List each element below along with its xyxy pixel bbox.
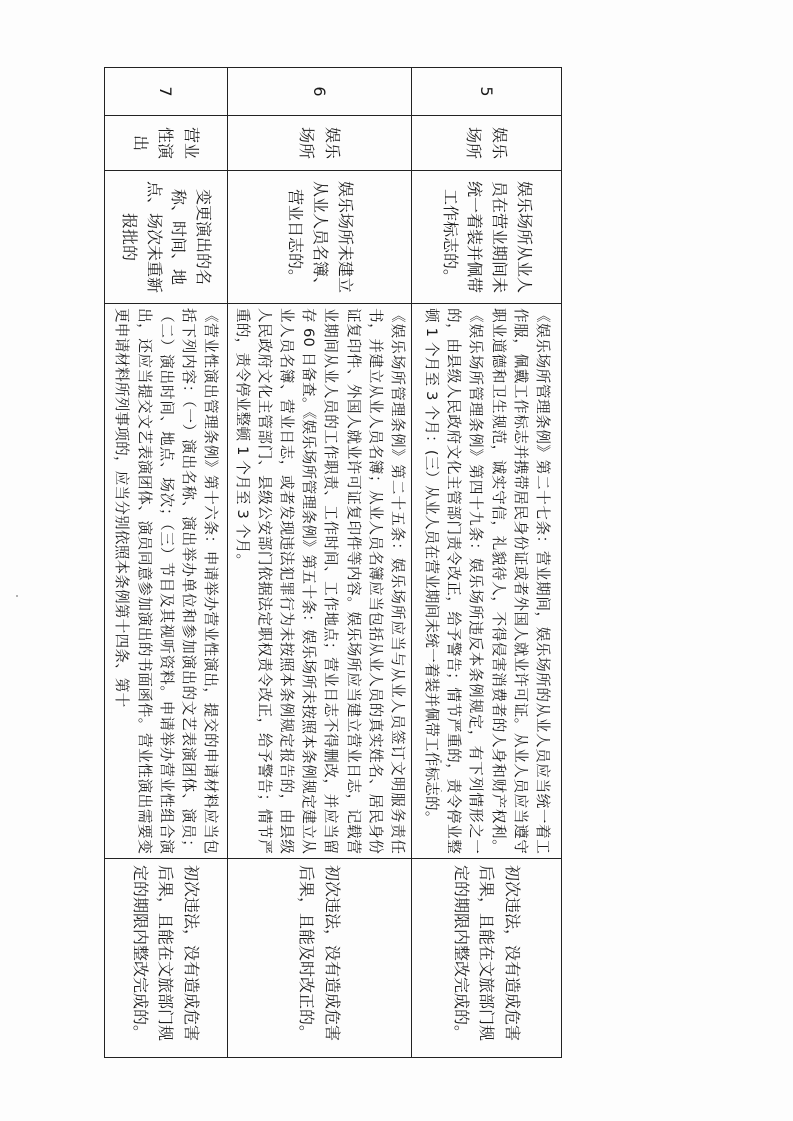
row-description: 娱乐场所未建立从业人员名簿、营业日志的。	[227, 171, 411, 304]
table-row	[412, 68, 562, 1058]
row-legal-basis: 《娱乐场所管理条例》第二十五条：娱乐场所应当与从业人员签订文明服务责任书，并建立从业人员名簿；从业人员名簿应当包括从业人员的真实姓名、居民身份证复印件、外国人就业许可证复印件等内容。娱乐场所应当建立营业日志，记载营业期间从业人员的工作职责、工作时间、工作地点；营业日志不得删改，并应当留存 60 日备查。《娱乐场所管理条例》第五十条：娱乐场所未按照本条例规定建立从业人员名簿、营业日志，或者发现违法犯罪行为未按照本条例规定报告的，由县级人民政府文化主管部门、县级公安部门依据法定职权责令改正，给予警告；情节严重的，责令停业整顿 1 个月至 3 个月。	[227, 304, 411, 859]
row-description: 变更演出的名称、时间、地点、场次未重新报批的	[104, 171, 227, 304]
row-number: 7	[104, 68, 227, 116]
row-number: 6	[227, 68, 411, 116]
scan-speck	[441, 790, 442, 792]
row-number: 5	[412, 68, 562, 116]
table-row	[227, 68, 411, 1058]
row-condition: 初次违法，没有造成危害后果，且能在文旅部门规定的期限内整改完成的。	[104, 859, 227, 1058]
row-condition: 初次违法，没有造成危害后果，且能及时改正的。	[227, 859, 411, 1058]
row-description: 娱乐场所从业人员在营业期间未统一着装并佩带工作标志的。	[412, 171, 562, 304]
scan-speck	[440, 760, 442, 763]
table-row	[104, 68, 227, 1058]
row-condition: 初次违法，没有造成危害后果，且能在文旅部门规定的期限内整改完成的。	[412, 859, 562, 1058]
row-category: 营业性演出	[104, 116, 227, 171]
row-category: 娱乐场所	[227, 116, 411, 171]
scan-speck	[16, 595, 18, 597]
row-legal-basis: 《娱乐场所管理条例》第二十七条：营业期间，娱乐场所的从业人员应当统一着工作服，佩戴工作标志并携带居民身份证或者外国人就业许可证。从业人员应当遵守职业道德和卫生规范，诚实守信，礼貌待人，不得侵害消费者的人身和财产权利。《娱乐场所管理条例》第四十九条：娱乐场所违反本条例规定，有下列情形之一的，由县级人民政府文化主管部门责令改正，给予警告；情节严重的，责令停业整顿 1 个月至 3 个月：(三）从业人员在营业期间未统一着装并佩带工作标志的。	[412, 304, 562, 859]
penalty-exemption-table	[104, 67, 562, 1058]
rotated-table-wrapper	[113, 67, 562, 1057]
row-category: 娱乐场所	[412, 116, 562, 171]
row-legal-basis: 《营业性演出管理条例》第十六条：申请举办营业性演出，提交的申请材料应当包括下列内容：（一）演出名称、演出举办单位和参加演出的文艺表演团体、演员；（二）演出时间、地点、场次；（三）节目及其视听资料。申请举办营业性组合演出，还应当提交文艺表演团体、演员同意参加演出的书面函件。营业性演出需要变更申请材料所列事项的，应当分别依照本条例第十四条、第十	[104, 304, 227, 859]
